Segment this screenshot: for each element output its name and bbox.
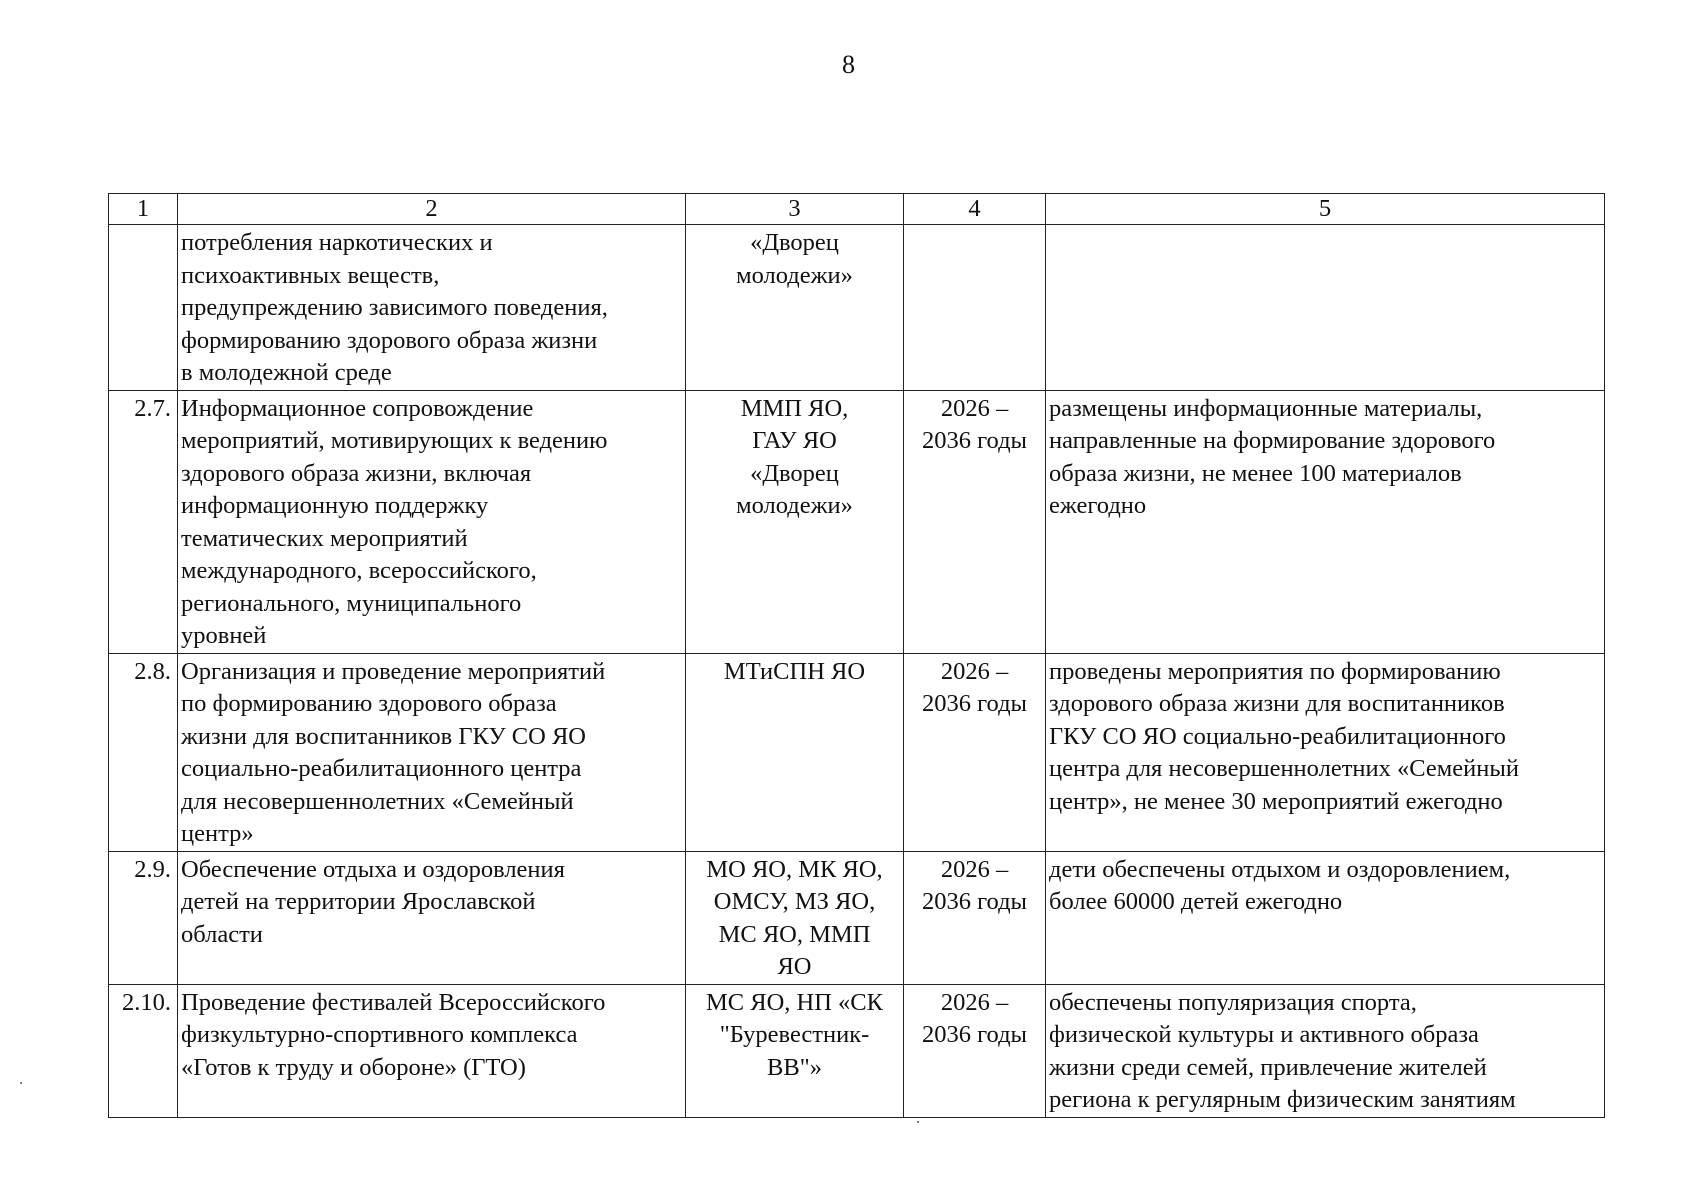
scan-speck [20, 1082, 22, 1084]
expected-result: проведены мероприятия по формированию здорового образа жизни для воспитанников ГКУ СО ЯО социально-реабилитационного центра для несовершеннолетних «Семейный центр», не менее 30 мероприятий ежегодно [1046, 653, 1605, 851]
expected-result: обеспечены популяризация спорта, физической культуры и активного образа жизни среди семей, привлечение жителей региона к регулярным физическим занятиям [1046, 984, 1605, 1117]
measure-name: Проведение фестивалей Всероссийского физкультурно-спортивного комплекса «Готов к труду и обороне» (ГТО) [178, 984, 686, 1117]
executor: «Дворец молодежи» [686, 225, 904, 391]
table-row [109, 851, 1605, 984]
table-row [109, 390, 1605, 653]
header-cell-5: 5 [1046, 194, 1605, 225]
table-header-row [109, 194, 1605, 225]
term: 2026 – 2036 годы [904, 984, 1046, 1117]
header-cell-4: 4 [904, 194, 1046, 225]
measure-name: потребления наркотических и психоактивных веществ, предупреждению зависимого поведения, формированию здорового образа жизни в молодежной среде [178, 225, 686, 391]
executor: МО ЯО, МК ЯО, ОМСУ, МЗ ЯО, МС ЯО, ММП ЯО [686, 851, 904, 984]
executor: ММП ЯО, ГАУ ЯО «Дворец молодежи» [686, 390, 904, 653]
measure-name: Организация и проведение мероприятий по формированию здорового образа жизни для воспитанников ГКУ СО ЯО социально-реабилитационного центра для несовершеннолетних «Семейный центр» [178, 653, 686, 851]
term: 2026 – 2036 годы [904, 851, 1046, 984]
expected-result: размещены информационные материалы, направленные на формирование здорового образа жизни, не менее 100 материалов ежегодно [1046, 390, 1605, 653]
row-number: 2.10. [109, 984, 178, 1117]
row-number: 2.9. [109, 851, 178, 984]
table-row [109, 984, 1605, 1117]
term [904, 225, 1046, 391]
header-cell-3: 3 [686, 194, 904, 225]
scan-speck [917, 1121, 919, 1123]
row-number: 2.7. [109, 390, 178, 653]
measure-name: Обеспечение отдыха и оздоровления детей на территории Ярославской области [178, 851, 686, 984]
header-cell-2: 2 [178, 194, 686, 225]
header-cell-1: 1 [109, 194, 178, 225]
expected-result [1046, 225, 1605, 391]
executor: МС ЯО, НП «СК "Буревестник- ВВ"» [686, 984, 904, 1117]
term: 2026 – 2036 годы [904, 653, 1046, 851]
row-number [109, 225, 178, 391]
measures-table [108, 193, 1605, 1118]
term: 2026 – 2036 годы [904, 390, 1046, 653]
page-number: 8 [842, 50, 855, 79]
table-row [109, 653, 1605, 851]
table-row [109, 225, 1605, 391]
measure-name: Информационное сопровождение мероприятий, мотивирующих к ведению здорового образа жизни, включая информационную поддержку тематических мероприятий международного, всероссийского, регионального, муниципального уровней [178, 390, 686, 653]
executor: МТиСПН ЯО [686, 653, 904, 851]
row-number: 2.8. [109, 653, 178, 851]
expected-result: дети обеспечены отдыхом и оздоровлением, более 60000 детей ежегодно [1046, 851, 1605, 984]
